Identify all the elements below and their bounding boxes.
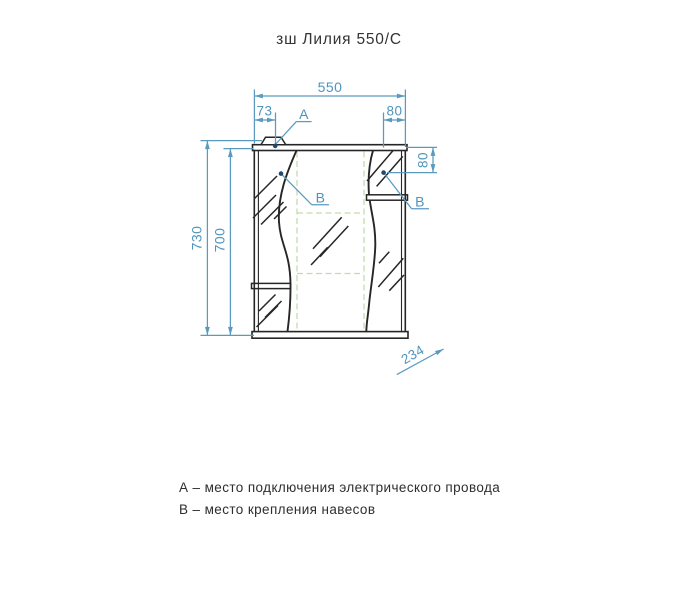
callout-b-left-label: B <box>315 189 326 206</box>
hidden-edges <box>297 152 364 332</box>
dim-offset-right-80 <box>384 104 406 148</box>
callout-b-right-point <box>381 170 386 175</box>
dim-side-value: 80 <box>415 151 431 169</box>
page-title: зш Лилия 550/С <box>276 31 402 48</box>
electrical-box <box>261 137 286 145</box>
left-door-wave-edge <box>279 151 297 332</box>
shine-center <box>311 217 348 265</box>
dim-depth-value: 234 <box>398 342 427 368</box>
dim-width-value: 550 <box>317 79 343 95</box>
left-shelf <box>252 283 291 288</box>
legend-row-a: А – место подключения электрического провода <box>179 480 501 495</box>
bottom-panel <box>252 332 408 339</box>
callout-a-point <box>273 144 278 149</box>
dim-height-body-value: 700 <box>211 227 228 253</box>
dim-depth-234 <box>397 342 444 375</box>
callout-b-right-label: B <box>415 193 425 210</box>
dim-offset-right-value: 80 <box>386 103 403 119</box>
legend-row-b: В – место крепления навесов <box>179 502 376 517</box>
legend <box>179 480 500 517</box>
shine-lower-left <box>257 295 282 328</box>
dim-height-700 <box>212 149 254 336</box>
shine-lower-right <box>378 252 404 291</box>
callout-a-label: A <box>299 106 309 122</box>
dim-height-total-value: 730 <box>188 225 205 251</box>
mirror-shine-marks <box>253 151 404 327</box>
dim-offset-left-value: 73 <box>256 103 273 119</box>
callout-b-left-point <box>279 171 284 176</box>
